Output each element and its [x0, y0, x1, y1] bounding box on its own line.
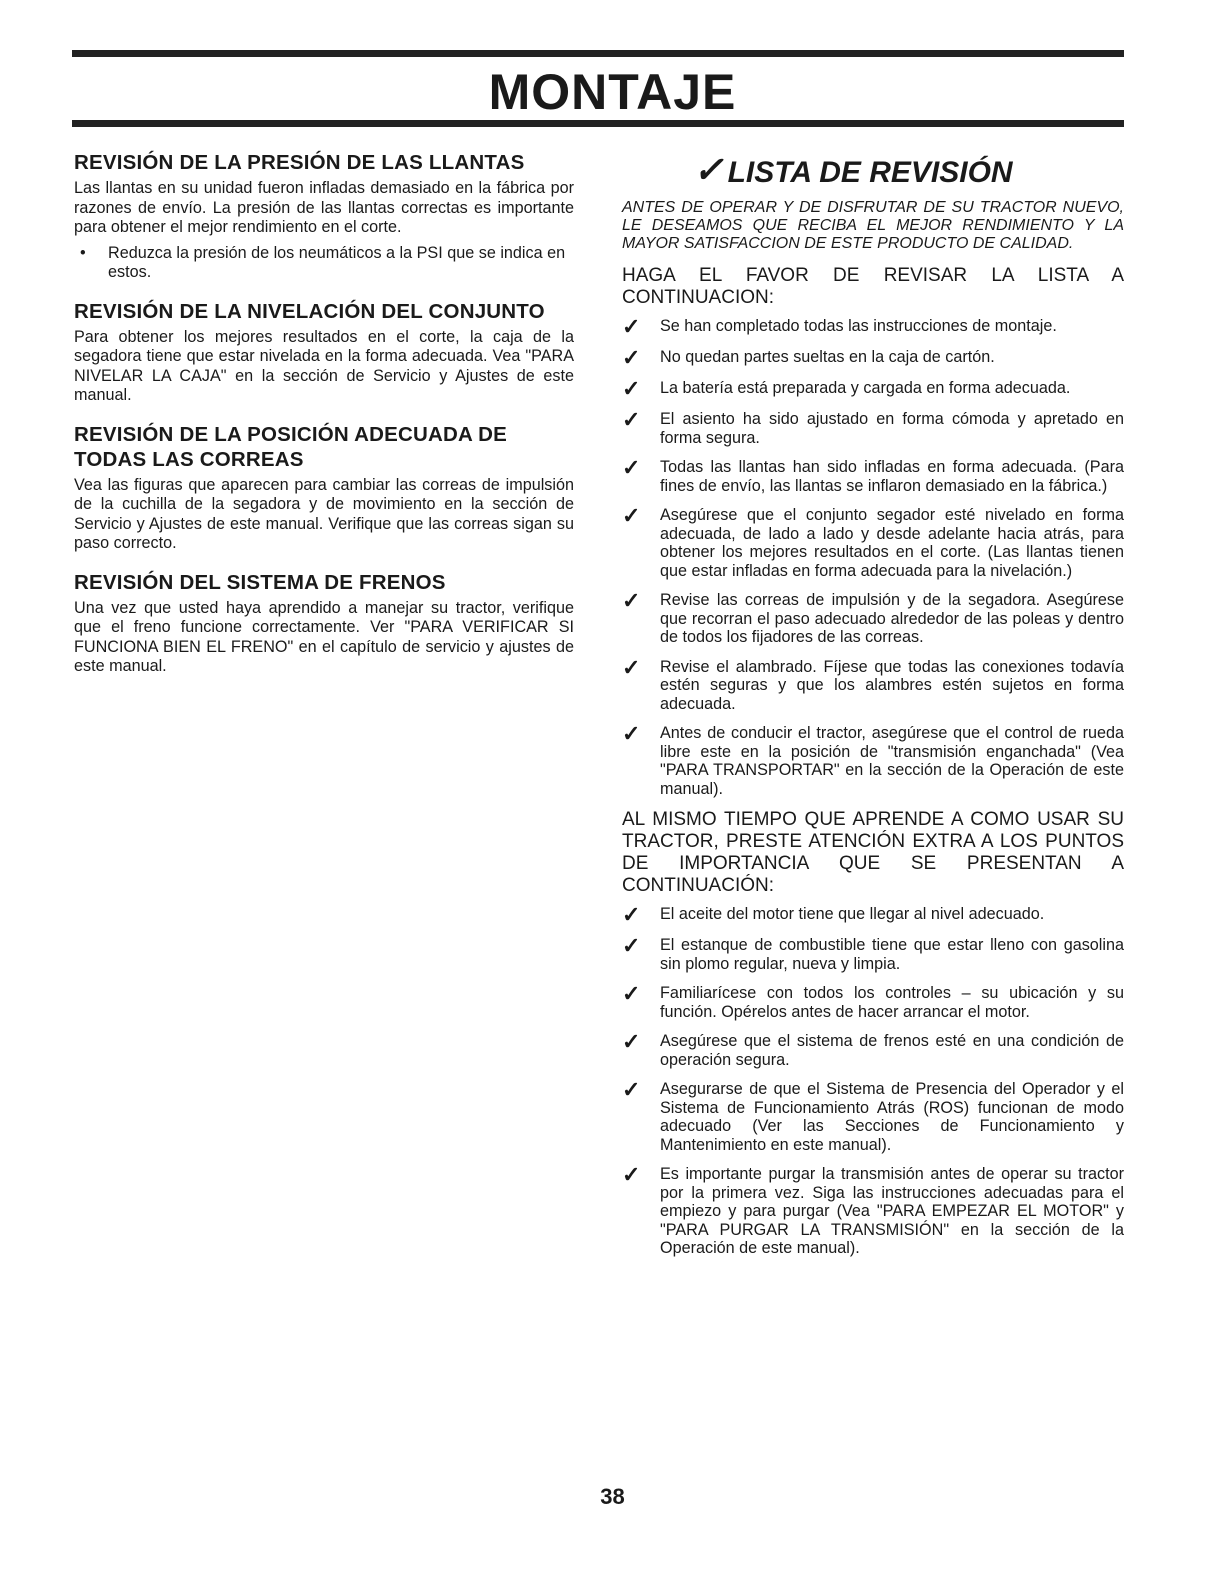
- checkmark-icon: ✓: [622, 902, 641, 927]
- checklist-title: [622, 149, 1124, 191]
- checklist-item-text: Asegúrese que el conjunto segador esté nivelado en forma adecuada, de lado a lado y desde adelante hacia atrás, para obtener los mejores resultados en el corte. (Las llantas tienen que estar infladas en forma adecuada para la nivelación.): [660, 506, 1124, 580]
- top-rule: [72, 50, 1124, 57]
- section-title: REVISIÓN DE LA POSICIÓN ADECUADA DE TODAS LAS CORREAS: [74, 422, 507, 471]
- checklist-item-text: El estanque de combustible tiene que estar lleno con gasolina sin plomo regular, nueva y limpia.: [660, 936, 1124, 973]
- checklist-item: [622, 721, 1124, 798]
- checklist-item-text: La batería está preparada y cargada en forma adecuada.: [660, 379, 1071, 397]
- checklist-item: [622, 933, 1124, 973]
- checkmark-icon: ✓: [622, 721, 641, 746]
- checkmark-icon: ✓: [622, 588, 641, 613]
- checklist-item: [622, 376, 1124, 401]
- section-body: Las llantas en su unidad fueron infladas demasiado en la fábrica por razones de envío. La presión de las llantas correctas es importante para obtener el mejor rendimiento en el corte.: [74, 179, 574, 236]
- checkmark-icon: ✓: [693, 149, 724, 190]
- checkmark-icon: ✓: [622, 1077, 641, 1102]
- bullet-text: Reduzca la presión de los neumáticos a la PSI que se indica en estos.: [108, 243, 566, 281]
- section-body: Vea las figuras que aparecen para cambiar las correas de impulsión de la cuchilla de la segadora y de movimiento en la sección de Servicio y Ajustes de este manual. Verifique que las correas sigan su paso correcto.: [74, 475, 574, 552]
- checklist-item-text: Revise las correas de impulsión y de la segadora. Asegúrese que recorran el paso adecuado alrededor de las poleas y dentro de todos los fijadores de las correas.: [660, 591, 1124, 646]
- checklist-item-text: Familiarícese con todos los controles – su ubicación y su función. Opérelos antes de hacer arrancar el motor.: [660, 984, 1124, 1021]
- checklist-item-text: Todas las llantas han sido infladas en forma adecuada. (Para fines de envío, las llantas se inflaron demasiado en la fábrica.): [660, 458, 1124, 495]
- bottom-rule: [72, 120, 1124, 127]
- bullet-dot-icon: •: [80, 243, 86, 262]
- checkmark-icon: ✓: [622, 376, 641, 401]
- checklist-item-text: Es importante purgar la transmisión antes de operar su tractor por la primera vez. Siga las instrucciones adecuadas para el empiezo y para purgar (Vea "PARA EMPEZAR EL MOTOR" y "PARA PURGAR LA TRANSMISIÓN" en la sección de la Operación de este manual).: [660, 1165, 1124, 1257]
- checklist-intro: ANTES DE OPERAR Y DE DISFRUTAR DE SU TRACTOR NUEVO, LE DESEAMOS QUE RECIBA EL MEJOR RENDIMIENTO Y LA MAYOR SATISFACCION DE ESTE PRODUCTO DE CALIDAD.: [622, 199, 1124, 252]
- checklist-item: [622, 314, 1124, 339]
- checklist-item-text: El aceite del motor tiene que llegar al nivel adecuado.: [660, 905, 1045, 923]
- checklist-title-text: LISTA DE REVISIÓN: [727, 156, 1013, 189]
- checkmark-icon: ✓: [622, 503, 641, 528]
- checklist-item: [622, 654, 1124, 714]
- checklist-item: [622, 1162, 1124, 1258]
- checklist-item: [622, 345, 1124, 370]
- checklist-2: [622, 902, 1124, 1258]
- checkmark-icon: ✓: [622, 314, 641, 339]
- checklist-item-text: El asiento ha sido ajustado en forma cómoda y apretado en forma segura.: [660, 410, 1124, 447]
- brake-system-section: [74, 570, 574, 677]
- checkmark-icon: ✓: [622, 1029, 641, 1054]
- checklist-item-text: Se han completado todas las instrucciones de montaje.: [660, 317, 1057, 335]
- checklist-item-text: No quedan partes sueltas en la caja de cartón.: [660, 348, 995, 366]
- checklist-1: [622, 314, 1124, 798]
- checklist-heading-1: HAGA EL FAVOR DE REVISAR LA LISTA A CONTINUACION:: [622, 265, 1124, 308]
- section-title: REVISIÓN DEL SISTEMA DE FRENOS: [74, 570, 446, 594]
- checkmark-icon: ✓: [622, 981, 641, 1006]
- right-column: [622, 150, 1124, 1269]
- leveling-section: [74, 299, 574, 406]
- checklist-item-text: Antes de conducir el tractor, asegúrese que el control de rueda libre este en la posición de "transmisión enganchada" (Vea "PARA TRANSPORTAR" en la sección de la Operación de este manual).: [660, 724, 1124, 798]
- checklist-item: [622, 902, 1124, 927]
- checklist-item-text: Asegúrese que el sistema de frenos esté en una condición de operación segura.: [660, 1032, 1124, 1069]
- tire-pressure-section: [74, 150, 574, 283]
- checkmark-icon: ✓: [622, 345, 641, 370]
- bullet-item: [74, 244, 574, 283]
- section-body: Una vez que usted haya aprendido a manejar su tractor, verifique que el freno funcione correctamente. Ver "PARA VERIFICAR SI FUNCIONA BIEN EL FRENO" en el capítulo de servicio y ajustes de este manual.: [74, 598, 574, 675]
- checklist-item: [622, 455, 1124, 495]
- section-body: Para obtener los mejores resultados en el corte, la caja de la segadora tiene que estar nivelada en la forma adecuada. Vea "PARA NIVELAR LA CAJA" en la sección de Servicio y Ajustes de este manual.: [74, 327, 574, 404]
- checkmark-icon: ✓: [622, 407, 641, 432]
- section-title: REVISIÓN DE LA NIVELACIÓN DEL CONJUNTO: [74, 299, 545, 323]
- checklist-item: [622, 503, 1124, 580]
- checkmark-icon: ✓: [622, 1162, 641, 1187]
- belt-position-section: [74, 422, 574, 554]
- checklist-item: [622, 588, 1124, 647]
- checklist-heading-2: AL MISMO TIEMPO QUE APRENDE A COMO USAR SU TRACTOR, PRESTE ATENCIÓN EXTRA A LOS PUNTOS DE IMPORTANCIA QUE SE PRESENTAN A CONTINUACIÓN:: [622, 809, 1124, 896]
- page-title: MONTAJE: [488, 64, 737, 120]
- checklist-item: [622, 1029, 1124, 1069]
- section-title: REVISIÓN DE LA PRESIÓN DE LAS LLANTAS: [74, 151, 525, 174]
- checklist-item: [622, 407, 1124, 447]
- checklist-item-text: Asegurarse de que el Sistema de Presencia del Operador y el Sistema de Funcionamiento Atrás (ROS) funcionan de modo adecuado (Ver las Secciones de Funcionamiento y Mantenimiento en este manual).: [660, 1080, 1124, 1154]
- checklist-item-text: Revise el alambrado. Fíjese que todas las conexiones todavía estén seguras y que los alambres estén sujetos en forma adecuada.: [660, 657, 1124, 713]
- checkmark-icon: ✓: [622, 654, 641, 680]
- page-number: 38: [600, 1484, 625, 1509]
- checkmark-icon: ✓: [622, 933, 641, 958]
- left-column: [74, 150, 574, 693]
- checkmark-icon: ✓: [622, 455, 641, 480]
- checklist-item: [622, 1077, 1124, 1154]
- checklist-item: [622, 981, 1124, 1021]
